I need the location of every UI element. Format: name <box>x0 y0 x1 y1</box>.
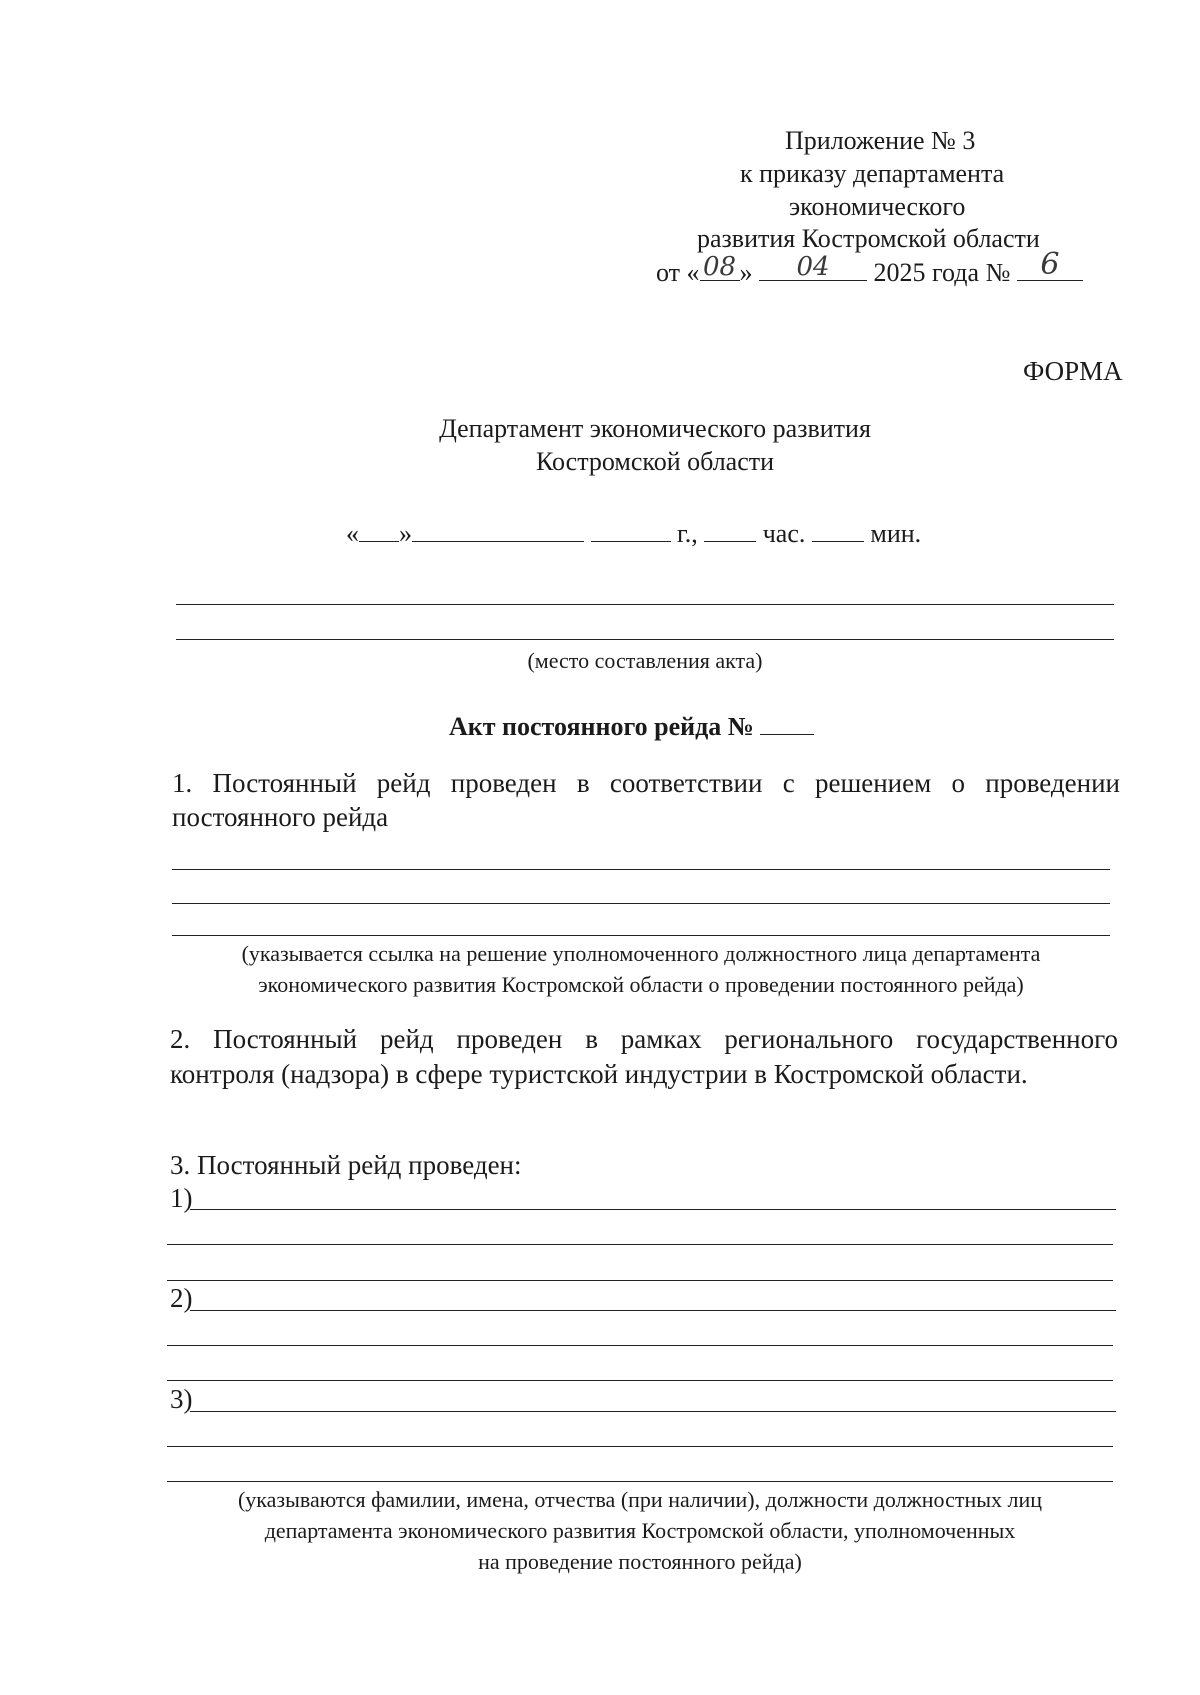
place-field-line2[interactable] <box>176 639 1114 640</box>
appendix-region-line: развития Костромской области <box>697 224 1040 253</box>
date-day-field[interactable] <box>700 252 740 282</box>
section3-title: 3. Постоянный рейд проведен: <box>170 1150 522 1180</box>
date-month-handwritten: 04 <box>796 252 830 282</box>
order-number-handwritten: 6 <box>1040 247 1060 282</box>
date-month-field[interactable] <box>759 252 867 282</box>
hours-label: час. <box>762 519 806 548</box>
section3-item1-line2[interactable] <box>167 1244 1113 1245</box>
form-label: ФОРМА <box>1023 356 1123 386</box>
act-hours-field[interactable] <box>704 517 756 542</box>
section3-item1-line3[interactable] <box>167 1280 1113 1281</box>
department-line2: Костромской области <box>535 447 775 476</box>
act-year-field[interactable] <box>591 517 671 542</box>
date-day-handwritten: 08 <box>702 252 737 282</box>
act-title-text: Акт постоянного рейда № <box>449 712 754 741</box>
section1-caption <box>172 938 1110 1000</box>
section1-line1: 1. Постоянный рейд проведен в соответствии с решением о проведении <box>172 768 1120 798</box>
section3-item3-label: 3) <box>170 1384 193 1414</box>
section1-field-line2[interactable] <box>172 903 1110 904</box>
appendix-order-ref: к приказу департамента <box>740 159 1005 188</box>
act-number-field[interactable] <box>760 710 814 735</box>
open-quote: « <box>346 519 359 548</box>
section3-item2-label: 2) <box>170 1283 193 1313</box>
section3-caption-line1: (указываются фамилии, имена, отчества (при наличии), должности должностных лиц <box>237 1487 1043 1512</box>
section2-line1: 2. Постоянный рейд проведен в рамках регионального государственного <box>170 1024 1118 1054</box>
date-quote-close: » <box>739 258 753 287</box>
act-month-field[interactable] <box>412 517 584 542</box>
place-field-line1[interactable] <box>176 604 1114 605</box>
section3-caption-line3: на проведение постоянного рейда) <box>478 1549 802 1574</box>
section1-caption-line1: (указывается ссылка на решение уполномоченного должностного лица департамента <box>241 941 1041 966</box>
section3-caption-line2: департамента экономического развития Костромской области, уполномоченных <box>264 1518 1016 1543</box>
section3-item1-label: 1) <box>170 1183 193 1213</box>
section1-caption-line2: экономического развития Костромской области о проведении постоянного рейда) <box>258 972 1024 997</box>
appendix-number: Приложение № 3 <box>785 126 976 155</box>
minutes-label: мин. <box>870 519 922 548</box>
act-datetime-row <box>346 517 921 547</box>
section3-item2-line2[interactable] <box>167 1345 1113 1346</box>
place-caption: (место составления акта) <box>527 648 763 673</box>
year-suffix: г., <box>677 519 698 548</box>
section3-item3-line2[interactable] <box>167 1446 1113 1447</box>
act-day-field[interactable] <box>359 517 399 542</box>
section1-field-line3[interactable] <box>172 935 1110 936</box>
act-minutes-field[interactable] <box>812 517 864 542</box>
act-title <box>449 710 814 740</box>
date-prefix: от « <box>656 258 700 287</box>
appendix-dept-line: экономического <box>789 192 966 221</box>
section1-line2: постоянного рейда <box>172 802 389 832</box>
section3-item2-field[interactable] <box>190 1310 1116 1311</box>
order-number-field[interactable] <box>1017 247 1083 282</box>
department-line1: Департамент экономического развития <box>439 414 871 443</box>
section1-field-line1[interactable] <box>172 869 1110 870</box>
date-year-label: 2025 года № <box>873 258 1011 287</box>
section3-item1-field[interactable] <box>190 1209 1116 1210</box>
section3-caption <box>167 1484 1113 1577</box>
order-date-line <box>656 247 1083 287</box>
section2-line2: контроля (надзора) в сфере туристской индустрии в Костромской области. <box>170 1059 1028 1089</box>
section3-item2-line3[interactable] <box>167 1380 1113 1381</box>
section3-item3-line3[interactable] <box>167 1481 1113 1482</box>
close-quote: » <box>399 519 412 548</box>
section3-item3-field[interactable] <box>190 1411 1116 1412</box>
